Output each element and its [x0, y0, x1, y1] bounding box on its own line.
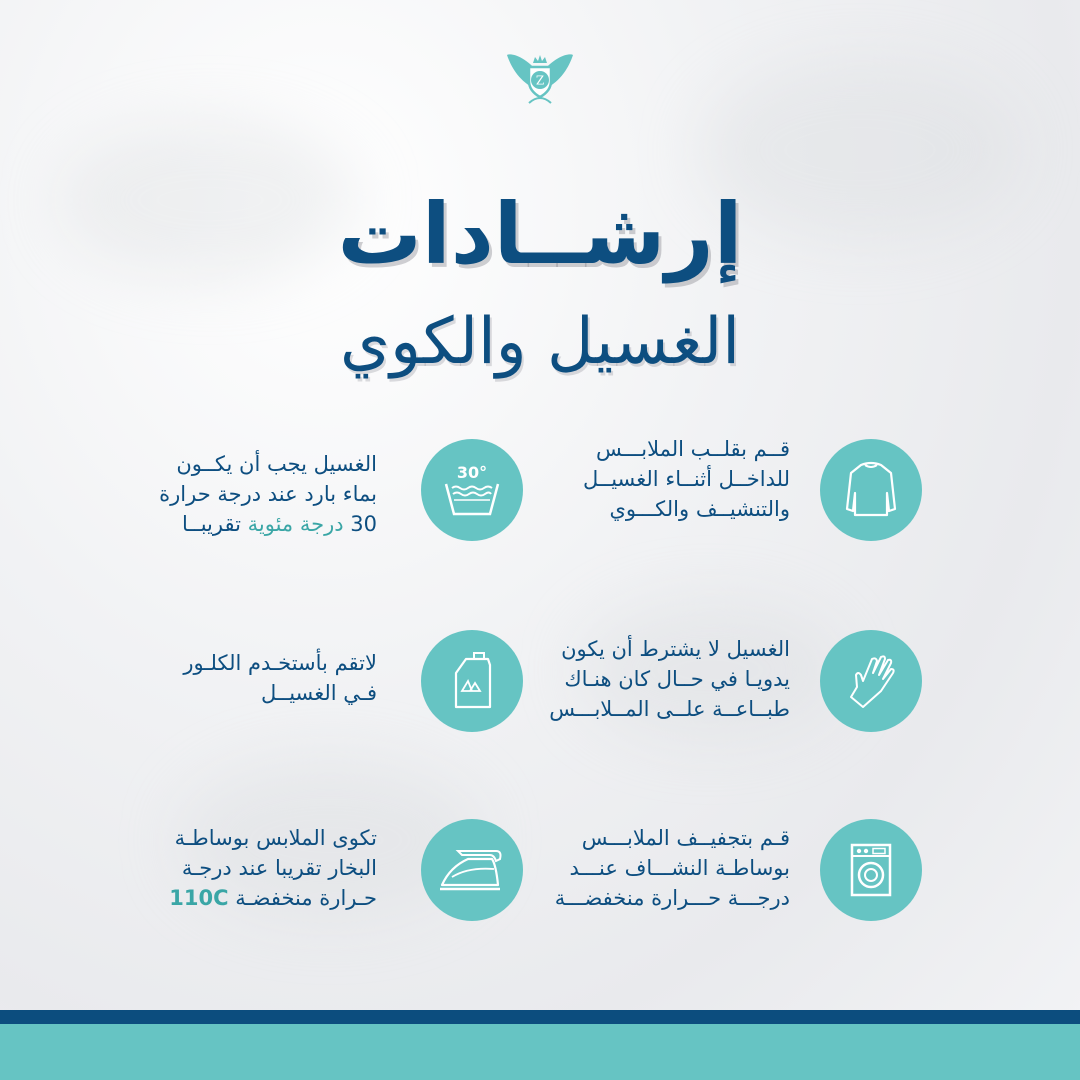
temperature-number: 30 [343, 512, 377, 536]
hand-wash-icon [841, 651, 901, 711]
brand-logo [505, 45, 575, 105]
text-line: قــم بقلــب الملابـــس [596, 437, 790, 461]
svg-text:Z: Z [535, 73, 545, 88]
text-line: طبــاعــة علــى المــلابـــس [549, 697, 790, 721]
text-line: فـي الغسيــل [260, 681, 377, 705]
washing-30-degrees-icon [440, 460, 504, 520]
text-line: البخار تقريبا عند درجـة [181, 856, 377, 880]
icon-circle [421, 630, 523, 732]
text-line: لاتقم بأستخـدم الكلـور [183, 651, 377, 675]
text-line: والتنشيــف والكـــوي [609, 497, 790, 521]
text-line: بوساطـة النشـــاف عنـــد [569, 856, 790, 880]
tumble-dryer-icon [849, 842, 893, 898]
guideline-text [169, 823, 377, 913]
page-subtitle: الغسيل والكوي [339, 305, 741, 379]
text-line: للداخــل أثنــاء الغسيــل [583, 467, 790, 491]
text-line: الغسيل يجب أن يكــون [176, 452, 377, 476]
icon-circle [820, 630, 922, 732]
text-line: تكوى الملابس بوساطـة [174, 826, 377, 850]
temperature-highlight: 110C [169, 886, 229, 910]
text-line: قـم بتجفيــف الملابـــس [581, 826, 790, 850]
highlight-text [248, 512, 377, 536]
text-line: يدويـا في حــال كان هنـاك [564, 667, 790, 691]
sweater-inside-out-icon [843, 459, 899, 521]
butterfly-crown-logo-icon [505, 45, 575, 105]
icon-circle [421, 819, 523, 921]
text-line [159, 509, 377, 539]
svg-text:30°: 30° [456, 463, 488, 482]
guideline-text [549, 634, 790, 724]
page-title: إرشــادات [337, 185, 743, 283]
chlorine-bottle-icon [450, 651, 494, 711]
text-line-end: تقريبــا [181, 512, 241, 536]
text-line-start: حـرارة منخفضـة [235, 886, 377, 910]
guideline-text [583, 434, 790, 524]
steam-iron-icon [438, 845, 506, 895]
guideline-text [159, 449, 377, 539]
footer-bar-teal [0, 1024, 1080, 1080]
icon-circle [820, 439, 922, 541]
text-line: بماء بارد عند درجة حرارة [159, 482, 377, 506]
icon-circle [421, 439, 523, 541]
text-line [169, 883, 377, 913]
icon-circle [820, 819, 922, 921]
guideline-text [183, 648, 377, 708]
unit-highlight: درجة مئوية [247, 512, 344, 536]
text-line: الغسيل لا يشترط أن يكون [561, 637, 790, 661]
footer-bar-dark [0, 1010, 1080, 1024]
guideline-text [555, 823, 790, 913]
text-line: درجـــة حـــرارة منخفضـــة [554, 886, 790, 910]
